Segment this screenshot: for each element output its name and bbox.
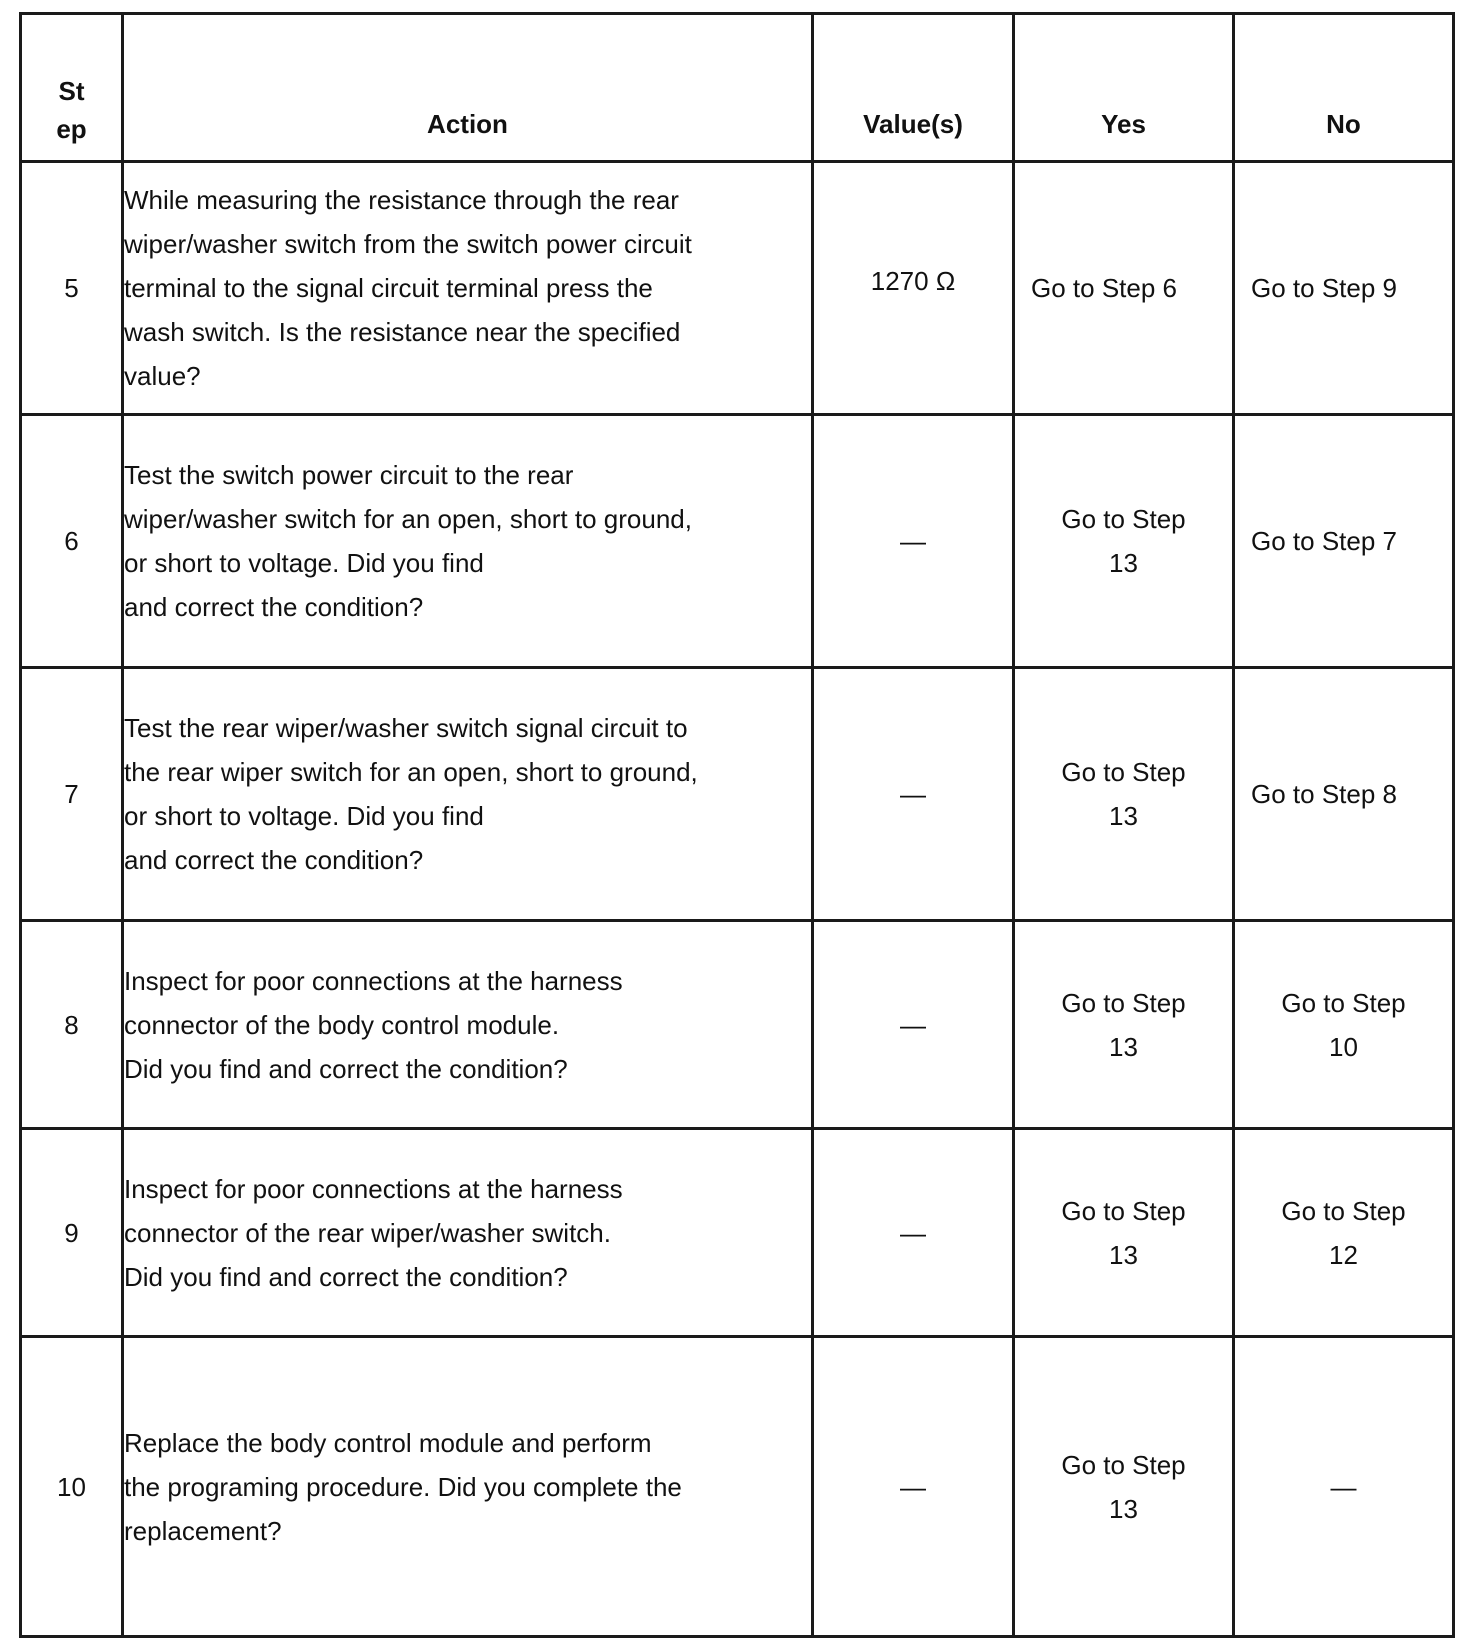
table-row [21,1337,1454,1637]
value-text: — [900,779,926,809]
action-line: or short to voltage. Did you find [124,801,484,831]
action-line: Test the switch power circuit to the rear [124,460,574,490]
no-text-line: Go to Step [1281,1195,1406,1226]
yes-cell [1014,1337,1234,1637]
value-text: — [900,1471,926,1502]
header-row [21,14,1454,162]
table-row [21,921,1454,1129]
header-yes: Yes [1014,14,1234,162]
step-number: 5 [21,162,123,415]
header-no: No [1234,14,1454,162]
step-number: 10 [21,1337,123,1637]
action-line: wiper/washer switch for an open, short to ground, [124,504,692,534]
action-line: and correct the condition? [124,592,424,622]
action-line: Inspect for poor connections at the harness [124,1173,623,1204]
header-step-line-1: St [58,76,85,106]
yes-text-line: Go to Step [1061,757,1186,787]
no-cell [1234,921,1454,1129]
action-line: wash switch. Is the resistance near the specified [124,317,681,347]
value-cell [813,921,1014,1129]
action-line: Replace the body control module and perform [124,1427,652,1458]
action-line: replacement? [124,1515,282,1546]
no-text: Go to Step 7 [1251,526,1397,556]
no-text: — [1330,1471,1357,1502]
step-number: 7 [21,668,123,921]
action-line: value? [124,361,201,391]
step-number: 8 [21,921,123,1129]
value-text: — [900,1009,926,1040]
yes-cell [1014,1129,1234,1337]
yes-text-line: Go to Step [1061,1195,1186,1226]
value-cell [813,1337,1014,1637]
header-step [21,14,123,162]
yes-text-line: Go to Step [1061,504,1186,534]
yes-text-line: 13 [1109,801,1138,831]
yes-text-line: Go to Step [1061,1449,1186,1480]
action-line: and correct the condition? [124,845,424,875]
action-line: While measuring the resistance through the rear [124,185,679,215]
yes-text-line: 13 [1109,1493,1138,1524]
no-text: Go to Step 9 [1251,273,1397,303]
diagnostic-table [19,12,1455,1638]
yes-cell [1014,415,1234,668]
value-cell [813,1129,1014,1337]
action-line: the rear wiper switch for an open, short to ground, [124,757,698,787]
action-line: connector of the body control module. [124,1009,560,1040]
step-number: 6 [21,415,123,668]
value-text: — [900,526,926,556]
yes-text-line: 13 [1109,548,1138,578]
yes-cell [1014,921,1234,1129]
action-text [123,1337,813,1637]
value-text: — [900,1217,926,1248]
value-cell [813,162,1014,415]
action-line: connector of the rear wiper/washer switch. [124,1217,611,1248]
no-cell [1234,415,1454,668]
action-text [123,921,813,1129]
diagnostic-table-page [19,12,1452,1635]
action-line: Inspect for poor connections at the harness [124,965,623,996]
action-line: or short to voltage. Did you find [124,548,484,578]
no-cell [1234,668,1454,921]
header-value: Value(s) [813,14,1014,162]
yes-text-line: Go to Step [1061,987,1186,1018]
value-cell [813,668,1014,921]
action-line: Did you find and correct the condition? [124,1053,568,1084]
action-line: Test the rear wiper/washer switch signal circuit to [124,713,688,743]
no-text-line: 12 [1329,1239,1358,1270]
no-text-line: Go to Step [1281,987,1406,1018]
action-line: terminal to the signal circuit terminal press the [124,273,653,303]
action-line: the programing procedure. Did you complete the [124,1471,682,1502]
header-step-line-2: ep [56,114,87,144]
yes-cell [1014,162,1234,415]
action-text [123,415,813,668]
yes-text-line: 13 [1109,1031,1138,1062]
value-cell [813,415,1014,668]
yes-cell [1014,668,1234,921]
table-row [21,668,1454,921]
no-text-line: 10 [1329,1031,1358,1062]
table-row [21,415,1454,668]
yes-text: Go to Step 6 [1031,273,1177,303]
action-text [123,668,813,921]
step-number: 9 [21,1129,123,1337]
header-action: Action [123,14,813,162]
no-text: Go to Step 8 [1251,779,1397,809]
action-text [123,162,813,415]
action-line: wiper/washer switch from the switch power circuit [124,229,692,259]
yes-text-line: 13 [1109,1239,1138,1270]
no-cell [1234,1129,1454,1337]
no-cell [1234,1337,1454,1637]
action-text [123,1129,813,1337]
table-row [21,162,1454,415]
action-line: Did you find and correct the condition? [124,1261,568,1292]
value-text: 1270 Ω [870,266,956,296]
table-row [21,1129,1454,1337]
no-cell [1234,162,1454,415]
